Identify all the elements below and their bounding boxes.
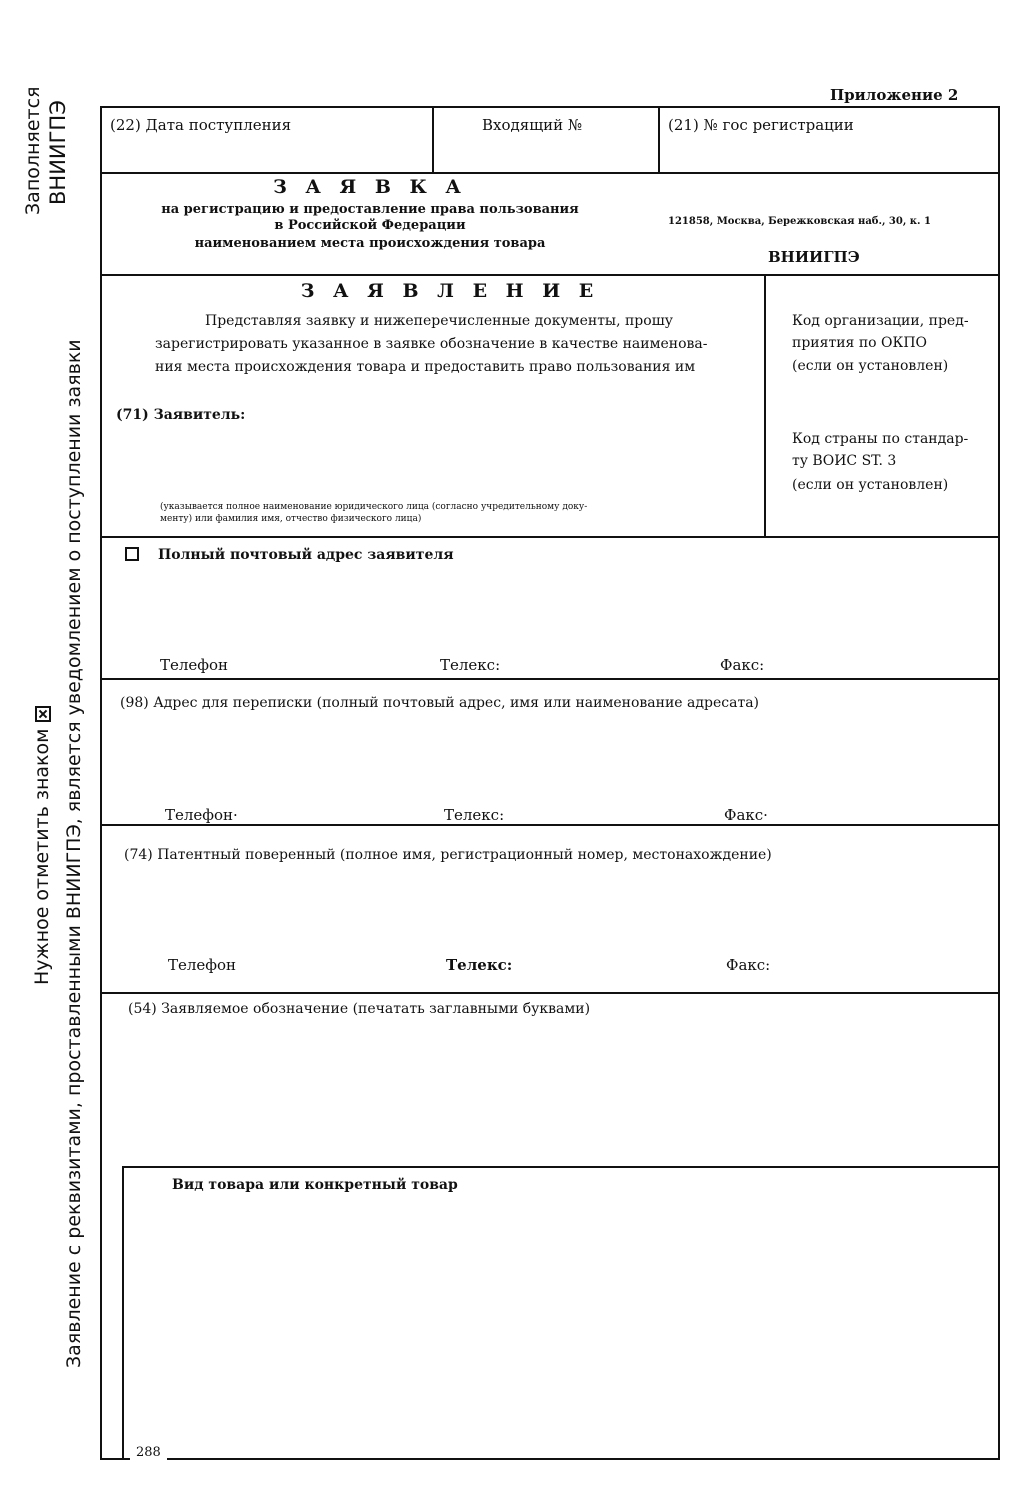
application-line1: на регистрацию и предоставление права пользования: [161, 202, 579, 217]
appendix-label: Приложение 2: [830, 86, 959, 104]
divider: [658, 106, 660, 172]
correspondence-fax-label[interactable]: Факс·: [724, 806, 768, 824]
vniigpe-label: ВНИИГПЭ: [768, 248, 860, 266]
divider: [100, 172, 1000, 174]
country-code-line1: Код страны по стандар-: [792, 431, 969, 447]
okpo-line3: (если он установлен): [792, 358, 949, 374]
okpo-line1: Код организации, пред-: [792, 313, 969, 329]
application-line3: наименованием места происхождения товара: [194, 236, 546, 251]
side-mark-note: [30, 706, 54, 985]
correspondence-phone-label[interactable]: Телефон·: [165, 806, 238, 824]
divider: [122, 1166, 1000, 1168]
divider: [764, 274, 766, 536]
divider: [100, 992, 1000, 994]
divider: [100, 824, 1000, 826]
attorney-phone-label[interactable]: Телефон: [168, 956, 237, 974]
page-number: 288: [130, 1444, 167, 1462]
attorney-telex-label[interactable]: Телекс:: [446, 956, 513, 974]
correspondence-telex-label[interactable]: Телекс:: [444, 806, 505, 824]
registration-number-field[interactable]: (21) № гос регистрации: [668, 116, 854, 134]
application-title: З А Я В К А: [273, 176, 467, 198]
postal-telex-label[interactable]: Телекс:: [440, 656, 501, 674]
side-fill-line1: Заполняется: [22, 86, 44, 215]
applicant-note-line1: (указывается полное наименование юридического лица (согласно учредительному доку-: [160, 502, 588, 512]
divider: [100, 536, 1000, 538]
applicant-label[interactable]: (71) Заявитель:: [116, 407, 246, 423]
divider: [122, 1166, 124, 1460]
statement-title: З А Я В Л Е Н И Е: [300, 280, 600, 302]
statement-text-line1: Представляя заявку и нижеперечисленные документы, прошу: [205, 313, 673, 329]
postal-fax-label[interactable]: Факс:: [720, 656, 765, 674]
patent-attorney-label: (74) Патентный поверенный (полное имя, регистрационный номер, местонахождение): [124, 847, 772, 863]
country-code-line3: (если он установлен): [792, 477, 949, 493]
application-line2: в Российской Федерации: [274, 218, 466, 233]
goods-label: Вид товара или конкретный товар: [172, 1177, 458, 1193]
postal-address-checkbox[interactable]: [125, 547, 139, 561]
applicant-note-line2: менту) или фамилия имя, отчество физического лица): [160, 514, 422, 524]
attorney-fax-label[interactable]: Факс:: [726, 956, 771, 974]
date-received-field[interactable]: (22) Дата поступления: [110, 116, 292, 134]
designation-label: (54) Заявляемое обозначение (печатать заглавными буквами): [128, 1001, 591, 1017]
statement-text-line2: зарегистрировать указанное в заявке обозначение в качестве наименова-: [155, 336, 708, 352]
side-fill-line2: ВНИИГПЭ: [46, 100, 70, 205]
statement-text-line3: ния места происхождения товара и предоставить право пользования им: [155, 359, 696, 375]
divider: [432, 106, 434, 172]
side-notice: Заявление с реквизитами, проставленными ВНИИГПЭ, является уведомлением о поступлении заявки: [63, 339, 85, 1368]
form-frame: [100, 106, 1000, 1460]
correspondence-label: (98) Адрес для переписки (полный почтовый адрес, имя или наименование адресата): [120, 695, 759, 711]
vniigpe-address: 121858, Москва, Бережковская наб., 30, к. 1: [668, 216, 931, 227]
divider: [100, 678, 1000, 680]
country-code-line2: ту ВОИС ST. 3: [792, 453, 897, 469]
checked-box-icon: [35, 706, 51, 722]
incoming-number-field[interactable]: Входящий №: [482, 116, 583, 134]
postal-phone-label[interactable]: Телефон: [160, 656, 229, 674]
side-mark-note-text: Нужное отметить знаком: [31, 728, 53, 985]
divider: [100, 274, 1000, 276]
postal-address-label: Полный почтовый адрес заявителя: [158, 547, 454, 563]
okpo-line2: приятия по ОКПО: [792, 335, 928, 351]
